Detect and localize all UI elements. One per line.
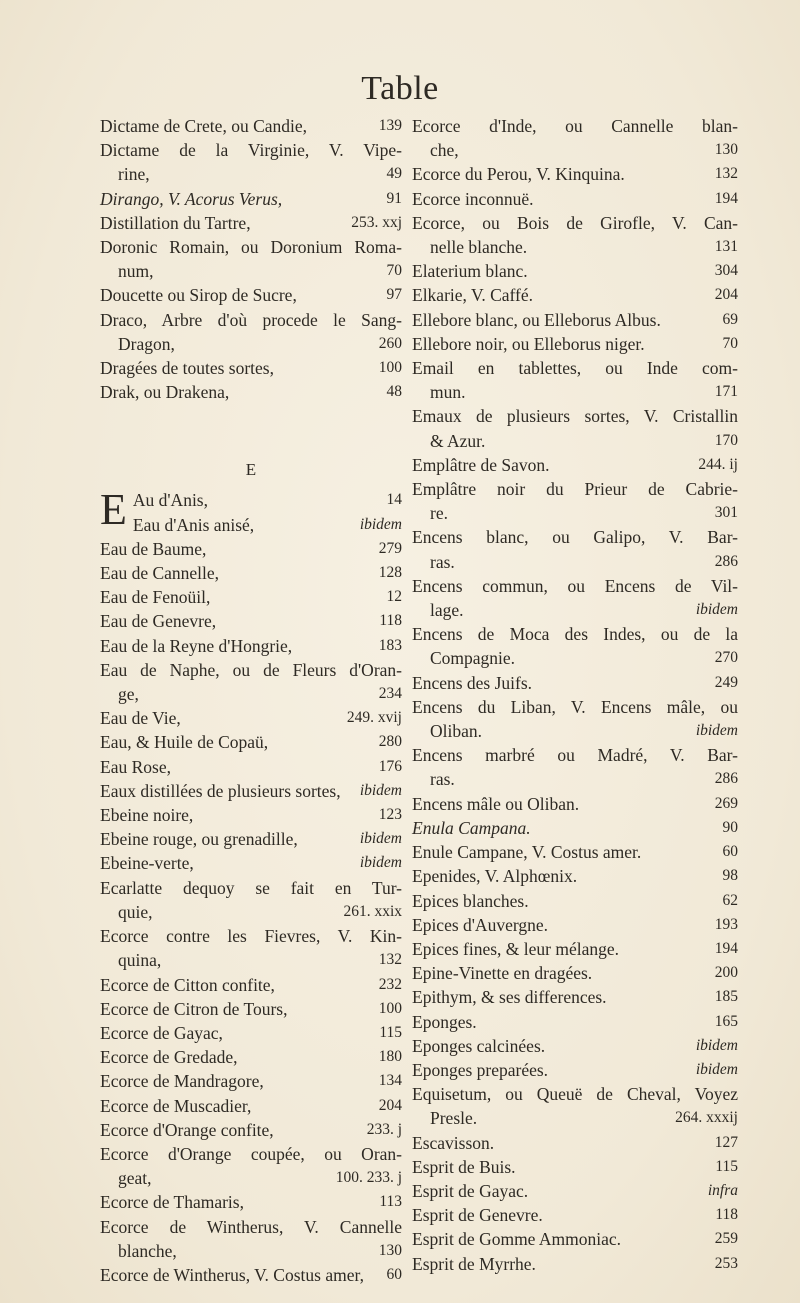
page-reference: 233. j (366, 1120, 402, 1138)
page-reference: 113 (379, 1193, 402, 1211)
entry-term: Eau de Naphe, ou de Fleurs d'Oran- (100, 659, 402, 680)
page-reference: 204 (714, 286, 738, 304)
page-reference: 304 (714, 262, 738, 280)
index-entry (412, 840, 738, 864)
index-entry (100, 1069, 402, 1093)
section-letter: E (245, 460, 257, 480)
index-entry (412, 162, 738, 186)
index-block-d (100, 114, 402, 404)
index-block-e-opening (100, 488, 402, 536)
page-reference: 97 (386, 286, 402, 304)
right-column (412, 114, 738, 1276)
index-entry (412, 961, 738, 985)
entry-term: Ecorce, ou Bois de Girofle, V. Can- (412, 212, 738, 233)
page-reference: 98 (722, 867, 738, 885)
page-reference: ibidem (359, 781, 402, 799)
page-reference: 115 (379, 1023, 402, 1041)
entry-continuation: lage. (430, 600, 464, 621)
index-entry (412, 187, 738, 211)
index-entry (412, 525, 738, 573)
index-entry (100, 488, 402, 512)
page-reference: 115 (715, 1157, 738, 1175)
page-reference: 249 (714, 673, 738, 691)
page-reference: 193 (714, 915, 738, 933)
page-reference: 280 (378, 733, 402, 751)
page-reference: 100 (378, 359, 402, 377)
page-reference: 269 (714, 794, 738, 812)
entry-term: Ecorce du Perou, V. Kinquina. (412, 164, 625, 185)
entry-term: Eau de Genevre, (100, 611, 217, 632)
page-reference: ibidem (359, 515, 402, 533)
entry-term: Dirango, V. Acorus Verus, (100, 188, 283, 209)
index-entry (100, 235, 402, 283)
index-entry (100, 779, 402, 803)
page-reference: ibidem (695, 601, 738, 619)
entry-term: Esprit de Myrrhe. (412, 1253, 536, 1274)
page-reference: 139 (378, 117, 402, 134)
entry-term: Equisetum, ou Queuë de Cheval, Voyez (412, 1084, 738, 1105)
entry-continuation: ras. (430, 769, 455, 790)
page-reference: 132 (378, 951, 402, 969)
index-entry (100, 1190, 402, 1214)
page-reference: 253. xxj (351, 213, 402, 231)
entry-continuation: Presle. (430, 1108, 478, 1129)
page-reference: 171 (714, 383, 738, 401)
index-entry (412, 816, 738, 840)
page-reference: 286 (714, 552, 738, 570)
page-reference: 91 (386, 189, 402, 207)
index-entry (412, 864, 738, 888)
page-reference: 204 (378, 1096, 402, 1114)
index-entry (100, 513, 402, 537)
entry-term: Eaux distillées de plusieurs sortes, (100, 780, 341, 801)
page-reference: 118 (715, 1206, 738, 1224)
entry-term: Emplâtre de Savon. (412, 454, 550, 475)
index-entry (412, 453, 738, 477)
entry-term: Ecorce d'Orange coupée, ou Oran- (100, 1143, 402, 1164)
entry-continuation: num, (118, 261, 154, 282)
index-entry (412, 1082, 738, 1130)
index-entry (412, 937, 738, 961)
index-entry (412, 211, 738, 259)
entry-term: Encens blanc, ou Galipo, V. Bar- (412, 527, 738, 548)
index-entry (412, 283, 738, 307)
entry-continuation: blanche, (118, 1240, 177, 1261)
entry-continuation: quie, (118, 901, 153, 922)
page-reference: 12 (386, 588, 402, 606)
index-entry (412, 1010, 738, 1034)
entry-term: Drak, ou Drakena, (100, 382, 230, 403)
entry-term: Emaux de plusieurs sortes, V. Cristallin (412, 406, 738, 427)
page-reference: 14 (386, 491, 402, 509)
index-entry (412, 1131, 738, 1155)
page-reference: 260 (378, 334, 402, 352)
index-block-e-continued (412, 114, 738, 1276)
index-entry (412, 477, 738, 525)
page-reference: 183 (378, 636, 402, 654)
entry-term: Epine-Vinette en dragées. (412, 963, 593, 984)
entry-term: Epices blanches. (412, 890, 529, 911)
page-reference: ibidem (695, 722, 738, 740)
index-entry (100, 380, 402, 404)
index-entry (100, 187, 402, 211)
entry-term: Eau Rose, (100, 756, 171, 777)
index-block-e (100, 537, 402, 1287)
entry-term: Escavisson. (412, 1132, 495, 1153)
entry-continuation: Oliban. (430, 721, 483, 742)
index-entry (412, 1203, 738, 1227)
entry-term: Epithym, & ses differences. (412, 987, 607, 1008)
index-entry (412, 792, 738, 816)
entry-term: Dictame de la Virginie, V. Vipe- (100, 140, 402, 161)
entry-continuation: Compagnie. (430, 648, 516, 669)
page-reference: 100. 233. j (335, 1169, 402, 1187)
entry-term: Ecorce de Wintherus, V. Costus amer, (100, 1264, 364, 1285)
page-reference: 253 (714, 1254, 738, 1272)
page-reference: 118 (379, 612, 402, 630)
entry-term: Enula Campana. (412, 817, 531, 838)
entry-continuation: ge, (118, 684, 139, 705)
entry-term: Eponges calcinées. (412, 1035, 546, 1056)
index-entry (412, 889, 738, 913)
entry-term: Ecorce de Citron de Tours, (100, 998, 288, 1019)
index-entry (100, 211, 402, 235)
index-entry (412, 574, 738, 622)
entry-term: Encens des Juifs. (412, 672, 533, 693)
index-entry (100, 609, 402, 633)
entry-term: Epenides, V. Alphœnix. (412, 866, 578, 887)
entry-term: Ebeine-verte, (100, 853, 194, 874)
index-entry (100, 1118, 402, 1142)
index-entry (100, 1094, 402, 1118)
index-entry (412, 695, 738, 743)
index-entry (100, 997, 402, 1021)
page-reference: 234 (378, 685, 402, 703)
entry-term: Email en tablettes, ou Inde com- (412, 358, 738, 379)
index-entry (100, 283, 402, 307)
entry-term: Eponges preparées. (412, 1059, 549, 1080)
entry-term: Ecorce de Thamaris, (100, 1192, 244, 1213)
index-entry (412, 404, 738, 452)
index-entry (100, 973, 402, 997)
index-entry (412, 985, 738, 1009)
index-entry (100, 827, 402, 851)
entry-term: Encens du Liban, V. Encens mâle, ou (412, 696, 738, 717)
index-entry (412, 913, 738, 937)
index-entry (100, 924, 402, 972)
entry-term: Dragées de toutes sortes, (100, 358, 274, 379)
page-reference: 130 (378, 1241, 402, 1259)
index-entry (100, 1045, 402, 1069)
index-entry (100, 114, 402, 138)
entry-term: Eau de la Reyne d'Hongrie, (100, 635, 293, 656)
index-entry (412, 1155, 738, 1179)
page-reference: 62 (722, 891, 738, 909)
index-entry (412, 308, 738, 332)
page-reference: 123 (378, 806, 402, 824)
entry-continuation: geat, (118, 1168, 152, 1189)
page-reference: 134 (378, 1072, 402, 1090)
entry-term: Eau de Cannelle, (100, 563, 220, 584)
entry-term: Eau d'Anis anisé, (132, 514, 255, 535)
entry-term: Ecorce d'Orange confite, (100, 1119, 274, 1140)
page-reference: 286 (714, 770, 738, 788)
entry-term: Ecorce de Wintherus, V. Cannelle (100, 1216, 402, 1237)
entry-term: Esprit de Buis. (412, 1156, 516, 1177)
entry-continuation: mun. (430, 382, 466, 403)
page-reference: 69 (722, 310, 738, 328)
entry-term: Ecorce de Citton confite, (100, 974, 275, 995)
entry-term: Elaterium blanc. (412, 261, 528, 282)
entry-continuation: rine, (118, 164, 150, 185)
entry-term: Ecorce de Muscadier, (100, 1095, 252, 1116)
entry-term: Epices fines, & leur mélange. (412, 938, 620, 959)
index-entry (100, 308, 402, 356)
entry-continuation: nelle blanche. (430, 237, 528, 258)
page-reference: 259 (714, 1230, 738, 1248)
index-entry (412, 114, 738, 162)
index-entry (100, 1263, 402, 1287)
page-reference: 49 (386, 165, 402, 183)
entry-term: Eau de Baume, (100, 538, 207, 559)
page-reference: 128 (378, 564, 402, 582)
index-entry (100, 658, 402, 706)
index-entry (412, 259, 738, 283)
index-entry (412, 332, 738, 356)
index-entry (100, 634, 402, 658)
entry-term: Esprit de Gayac. (412, 1180, 529, 1201)
entry-term: Dictame de Crete, ou Candie, (100, 116, 308, 136)
page-reference: 165 (714, 1012, 738, 1030)
index-entry (412, 1034, 738, 1058)
index-entry (100, 585, 402, 609)
page-reference: 270 (714, 649, 738, 667)
page-reference: 60 (386, 1265, 402, 1283)
index-entry (412, 622, 738, 670)
page-reference: 70 (722, 334, 738, 352)
page-reference: 185 (714, 988, 738, 1006)
entry-term: Eau de Fenoüil, (100, 587, 211, 608)
index-entry (100, 851, 402, 875)
page-reference: ibidem (359, 830, 402, 848)
index-entry (412, 1227, 738, 1251)
drop-cap: E (100, 488, 127, 535)
index-entry (412, 743, 738, 791)
index-entry (100, 356, 402, 380)
entry-term: Encens commun, ou Encens de Vil- (412, 575, 738, 596)
entry-term: Encens mâle ou Oliban. (412, 793, 580, 814)
entry-term: Elkarie, V. Caffé. (412, 285, 534, 306)
entry-term: Eponges. (412, 1011, 477, 1032)
page-reference: 232 (378, 975, 402, 993)
page-reference: 194 (714, 189, 738, 207)
page-reference: 264. xxxij (675, 1109, 738, 1127)
page-reference: 301 (714, 504, 738, 522)
entry-term: Doronic Romain, ou Doronium Roma- (100, 237, 402, 258)
page-reference: infra (707, 1181, 738, 1199)
left-column (100, 114, 402, 1287)
page-reference: 100 (378, 999, 402, 1017)
index-entry (100, 1142, 402, 1190)
index-entry (100, 1215, 402, 1263)
entry-continuation: che, (430, 140, 459, 161)
entry-continuation: ras. (430, 551, 455, 572)
index-entry (100, 706, 402, 730)
index-entry (100, 730, 402, 754)
page-reference: 127 (714, 1133, 738, 1151)
index-entry (412, 671, 738, 695)
index-entry (100, 138, 402, 186)
entry-term: Esprit de Genevre. (412, 1205, 543, 1226)
index-entry (412, 1058, 738, 1082)
entry-term: Ecorce contre les Fievres, V. Kin- (100, 926, 402, 947)
page-reference: 261. xxix (343, 902, 402, 920)
page-reference: 194 (714, 939, 738, 957)
entry-term: Ecorce de Gredade, (100, 1047, 238, 1068)
entry-term: Epices d'Auvergne. (412, 914, 548, 935)
index-entry (412, 1179, 738, 1203)
entry-term: Ecarlatte dequoy se fait en Tur- (100, 877, 402, 898)
page-reference: 60 (722, 843, 738, 861)
index-entry (100, 876, 402, 924)
page-reference: 249. xvij (346, 709, 402, 727)
entry-term: Ebeine rouge, ou grenadille, (100, 829, 298, 850)
page-reference: 70 (386, 262, 402, 280)
entry-term: Ecorce de Gayac, (100, 1022, 223, 1043)
index-entry (100, 803, 402, 827)
index-entry (100, 561, 402, 585)
page-reference: 180 (378, 1048, 402, 1066)
entry-continuation: Dragon, (118, 333, 175, 354)
entry-term: Esprit de Gomme Ammoniac. (412, 1229, 621, 1250)
page-reference: 132 (714, 165, 738, 183)
page-reference: ibidem (695, 1036, 738, 1054)
index-entry (100, 1021, 402, 1045)
entry-continuation: quina, (118, 950, 162, 971)
page-reference: ibidem (695, 1060, 738, 1078)
entry-term: Encens de Moca des Indes, ou de la (412, 624, 738, 645)
entry-term: Ellebore noir, ou Elleborus niger. (412, 333, 645, 354)
index-entry (412, 1252, 738, 1276)
entry-term: Doucette ou Sirop de Sucre, (100, 285, 297, 306)
entry-term: Emplâtre noir du Prieur de Cabrie- (412, 479, 738, 500)
entry-continuation: & Azur. (430, 430, 486, 451)
page-reference: 200 (714, 964, 738, 982)
page-reference: 176 (378, 757, 402, 775)
entry-term: Ecorce d'Inde, ou Cannelle blan- (412, 116, 738, 136)
index-entry (412, 356, 738, 404)
page-reference: 90 (722, 818, 738, 836)
page-reference: 279 (378, 539, 402, 557)
entry-term: Ebeine noire, (100, 805, 194, 826)
entry-term: Enule Campane, V. Costus amer. (412, 842, 642, 863)
page-reference: 131 (714, 238, 738, 256)
entry-term: Ellebore blanc, ou Elleborus Albus. (412, 309, 661, 330)
index-entry (100, 537, 402, 561)
page-reference: 48 (386, 383, 402, 401)
entry-term: Ecorce inconnuë. (412, 188, 534, 209)
entry-term: Eau de Vie, (100, 708, 181, 729)
entry-term: Distillation du Tartre, (100, 212, 251, 233)
entry-term: Eau, & Huile de Copaü, (100, 732, 269, 753)
entry-term: Draco, Arbre d'où procede le Sang- (100, 309, 402, 330)
entry-term: Encens marbré ou Madré, V. Bar- (412, 745, 738, 766)
page-reference: 244. ij (698, 455, 738, 473)
page-reference: 170 (714, 431, 738, 449)
entry-term: Au d'Anis, (132, 490, 208, 511)
page-reference: ibidem (359, 854, 402, 872)
entry-continuation: re. (430, 503, 448, 524)
page-reference: 130 (714, 141, 738, 159)
index-entry (100, 755, 402, 779)
entry-term: Ecorce de Mandragore, (100, 1071, 264, 1092)
page-title: Table (361, 70, 439, 107)
